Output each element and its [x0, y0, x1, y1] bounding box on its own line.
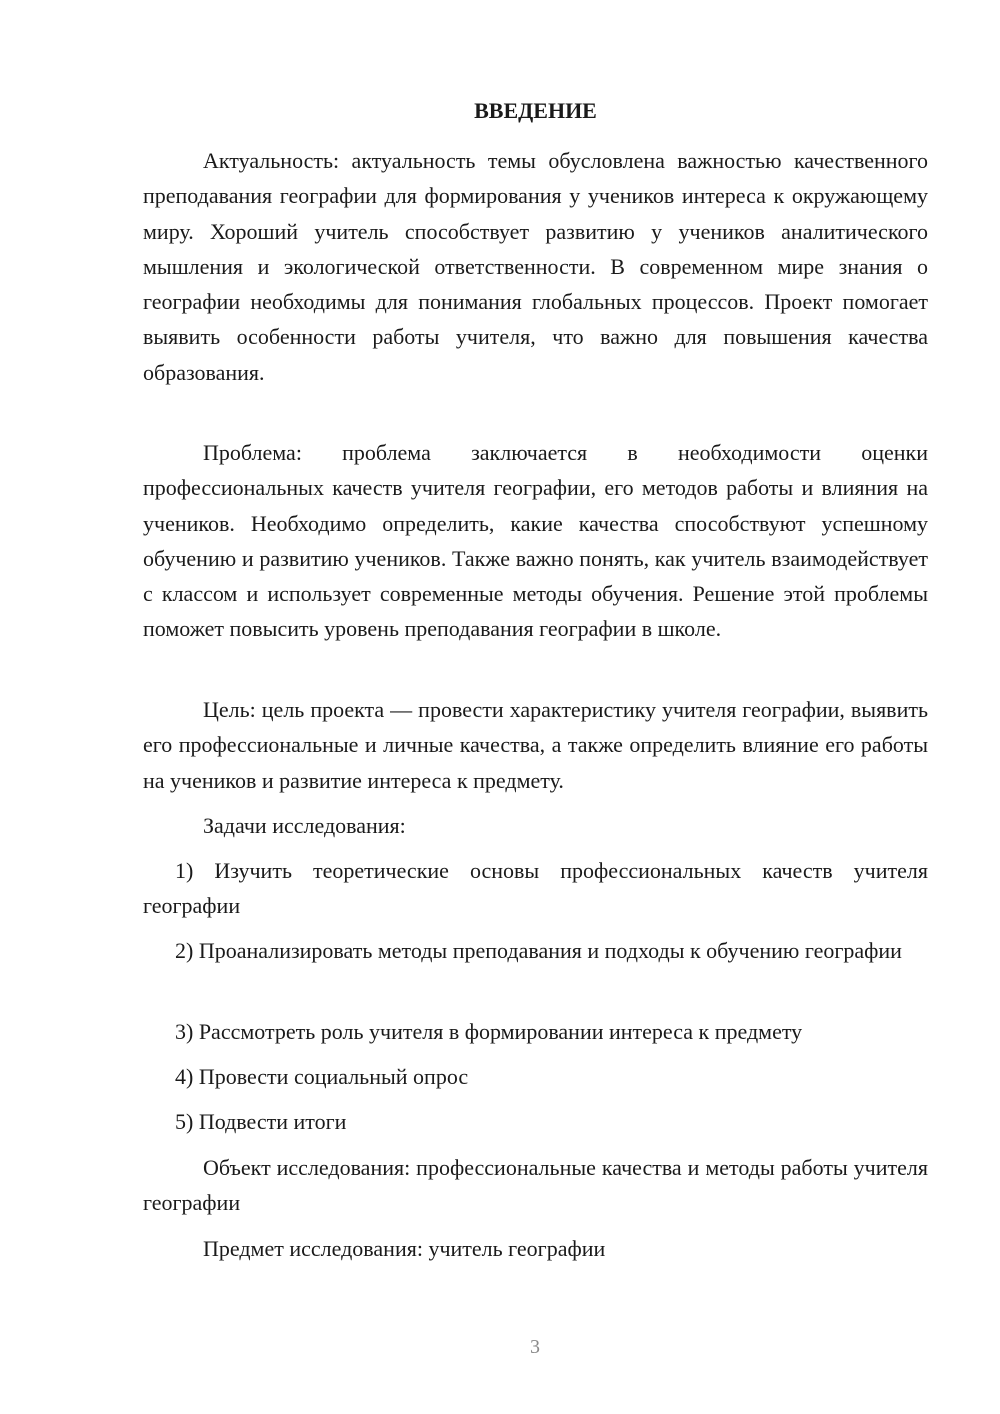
task-list-item: 4) Провести социальный опрос — [175, 1064, 469, 1089]
paragraph-tasks-heading: Задачи исследования: — [203, 813, 406, 838]
page-number: 3 — [530, 1336, 540, 1358]
paragraph-problem: Проблема: проблема заключается в необходимости оценки профессиональных качеств учителя географии, его методов работы и влияния на учеников. Необходимо определить, какие качества способствуют успешному обучению и развитию учеников. Также важно понять, как учитель взаимодействует с классом и использует современные методы обучения. Решение этой проблемы поможет повысить уровень преподавания географии в школе. — [143, 440, 928, 642]
paragraph-relevance: Актуальность: актуальность темы обусловлена важностью качественного преподавания географии для формирования у учеников интереса к окружающему миру. Хороший учитель способствует развитию у учеников аналитического мышления и экологической ответственности. В современном мире знания о географии необходимы для понимания глобальных процессов. Проект помогает выявить особенности работы учителя, что важно для повышения качества образования. — [143, 148, 928, 385]
paragraph-goal: Цель: цель проекта — провести характеристику учителя географии, выявить его профессиональные и личные качества, а также определить влияние его работы на учеников и развитие интереса к предмету. — [143, 697, 928, 793]
task-list-item: 2) Проанализировать методы преподавания и подходы к обучению географии — [175, 938, 902, 963]
paragraph-object: Объект исследования: профессиональные качества и методы работы учителя географии — [143, 1155, 928, 1216]
paragraph-subject: Предмет исследования: учитель географии — [203, 1236, 606, 1261]
task-list-item: 1) Изучить теоретические основы профессиональных качеств учителя географии — [143, 858, 928, 919]
task-list-item: 5) Подвести итоги — [175, 1109, 347, 1134]
task-list-item: 3) Рассмотреть роль учителя в формировании интереса к предмету — [175, 1019, 803, 1044]
page-title: ВВЕДЕНИЕ — [474, 98, 597, 123]
